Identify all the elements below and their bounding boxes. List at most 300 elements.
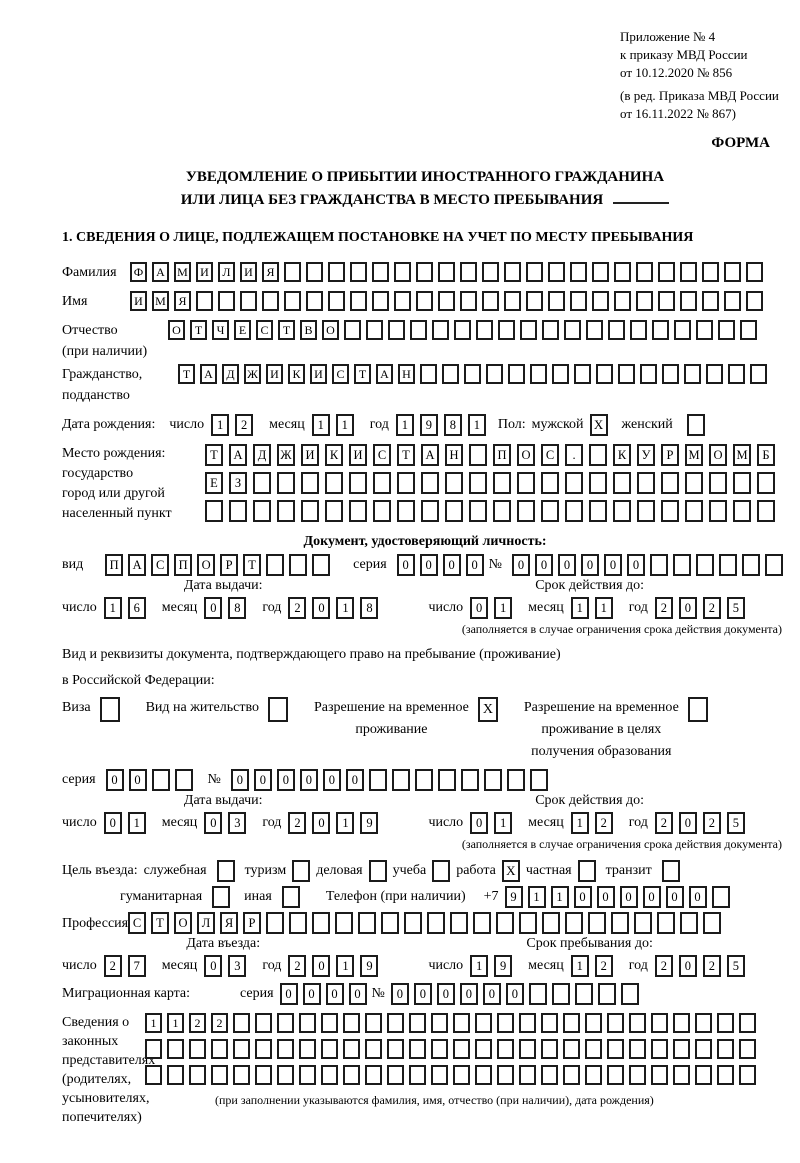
- char-cell[interactable]: 9: [360, 812, 378, 834]
- char-cell[interactable]: 0: [231, 769, 249, 791]
- char-cell[interactable]: [381, 912, 399, 934]
- char-cell[interactable]: 9: [505, 886, 523, 908]
- char-cell[interactable]: Е: [234, 320, 251, 340]
- char-cell[interactable]: [284, 262, 301, 282]
- char-cell[interactable]: [189, 1039, 206, 1059]
- char-cell[interactable]: [453, 1013, 470, 1033]
- char-cell[interactable]: [541, 1065, 558, 1085]
- char-cell[interactable]: [684, 364, 701, 384]
- char-cell[interactable]: [404, 912, 422, 934]
- char-cell[interactable]: [598, 983, 616, 1005]
- char-cell[interactable]: [233, 1039, 250, 1059]
- char-cell[interactable]: [299, 1013, 316, 1033]
- char-cell[interactable]: [438, 262, 455, 282]
- char-cell[interactable]: 1: [571, 812, 589, 834]
- char-cell[interactable]: [196, 291, 213, 311]
- char-cell[interactable]: [526, 291, 543, 311]
- char-cell[interactable]: [233, 1065, 250, 1085]
- char-cell[interactable]: Т: [151, 912, 169, 934]
- char-cell[interactable]: [415, 769, 433, 791]
- char-cell[interactable]: [629, 1065, 646, 1085]
- char-cell[interactable]: И: [349, 444, 367, 466]
- char-cell[interactable]: [563, 1039, 580, 1059]
- char-cell[interactable]: 1: [145, 1013, 162, 1033]
- purpose-humanitarian-checkbox[interactable]: [212, 886, 230, 908]
- char-cell[interactable]: [397, 500, 415, 522]
- char-cell[interactable]: [266, 554, 284, 576]
- char-cell[interactable]: 0: [620, 886, 638, 908]
- male-checkbox[interactable]: X: [590, 414, 608, 436]
- char-cell[interactable]: [240, 291, 257, 311]
- char-cell[interactable]: [702, 262, 719, 282]
- female-checkbox[interactable]: [687, 414, 705, 436]
- char-cell[interactable]: 0: [346, 769, 364, 791]
- char-cell[interactable]: К: [288, 364, 305, 384]
- char-cell[interactable]: 1: [571, 597, 589, 619]
- char-cell[interactable]: И: [266, 364, 283, 384]
- char-cell[interactable]: 2: [655, 812, 673, 834]
- char-cell[interactable]: [673, 1013, 690, 1033]
- char-cell[interactable]: [588, 912, 606, 934]
- char-cell[interactable]: Р: [661, 444, 679, 466]
- char-cell[interactable]: Л: [197, 912, 215, 934]
- char-cell[interactable]: [211, 1039, 228, 1059]
- char-cell[interactable]: [438, 769, 456, 791]
- char-cell[interactable]: [657, 912, 675, 934]
- purpose-study-checkbox[interactable]: [432, 860, 450, 882]
- char-cell[interactable]: [335, 912, 353, 934]
- purpose-private-checkbox[interactable]: [578, 860, 596, 882]
- char-cell[interactable]: [387, 1065, 404, 1085]
- char-cell[interactable]: [621, 983, 639, 1005]
- char-cell[interactable]: 0: [280, 983, 298, 1005]
- char-cell[interactable]: [496, 912, 514, 934]
- char-cell[interactable]: 2: [595, 812, 613, 834]
- char-cell[interactable]: 0: [470, 597, 488, 619]
- char-cell[interactable]: А: [376, 364, 393, 384]
- char-cell[interactable]: [453, 1039, 470, 1059]
- char-cell[interactable]: 0: [506, 983, 524, 1005]
- char-cell[interactable]: М: [733, 444, 751, 466]
- char-cell[interactable]: Н: [445, 444, 463, 466]
- char-cell[interactable]: 0: [129, 769, 147, 791]
- char-cell[interactable]: [629, 1039, 646, 1059]
- char-cell[interactable]: У: [637, 444, 655, 466]
- char-cell[interactable]: [542, 912, 560, 934]
- char-cell[interactable]: Б: [757, 444, 775, 466]
- char-cell[interactable]: [301, 500, 319, 522]
- char-cell[interactable]: [637, 472, 655, 494]
- char-cell[interactable]: [724, 291, 741, 311]
- char-cell[interactable]: [445, 472, 463, 494]
- char-cell[interactable]: 0: [443, 554, 461, 576]
- char-cell[interactable]: [585, 1039, 602, 1059]
- char-cell[interactable]: [387, 1013, 404, 1033]
- char-cell[interactable]: 0: [627, 554, 645, 576]
- char-cell[interactable]: [328, 262, 345, 282]
- char-cell[interactable]: [717, 1039, 734, 1059]
- char-cell[interactable]: [695, 1065, 712, 1085]
- char-cell[interactable]: 0: [414, 983, 432, 1005]
- char-cell[interactable]: 0: [300, 769, 318, 791]
- char-cell[interactable]: [674, 320, 691, 340]
- char-cell[interactable]: 1: [211, 414, 229, 436]
- char-cell[interactable]: [592, 291, 609, 311]
- char-cell[interactable]: [450, 912, 468, 934]
- char-cell[interactable]: 0: [470, 812, 488, 834]
- char-cell[interactable]: [541, 1013, 558, 1033]
- char-cell[interactable]: [651, 1039, 668, 1059]
- char-cell[interactable]: [607, 1039, 624, 1059]
- char-cell[interactable]: [410, 320, 427, 340]
- char-cell[interactable]: [640, 364, 657, 384]
- char-cell[interactable]: [614, 262, 631, 282]
- char-cell[interactable]: 0: [666, 886, 684, 908]
- char-cell[interactable]: З: [229, 472, 247, 494]
- char-cell[interactable]: [277, 1039, 294, 1059]
- char-cell[interactable]: [739, 1065, 756, 1085]
- char-cell[interactable]: [739, 1013, 756, 1033]
- char-cell[interactable]: 1: [571, 955, 589, 977]
- char-cell[interactable]: [421, 500, 439, 522]
- char-cell[interactable]: А: [152, 262, 169, 282]
- char-cell[interactable]: [469, 500, 487, 522]
- char-cell[interactable]: Е: [205, 472, 223, 494]
- char-cell[interactable]: [321, 1013, 338, 1033]
- char-cell[interactable]: [211, 1065, 228, 1085]
- char-cell[interactable]: [366, 320, 383, 340]
- char-cell[interactable]: 0: [204, 597, 222, 619]
- char-cell[interactable]: [312, 912, 330, 934]
- char-cell[interactable]: М: [685, 444, 703, 466]
- char-cell[interactable]: 1: [312, 414, 330, 436]
- char-cell[interactable]: [349, 500, 367, 522]
- char-cell[interactable]: П: [105, 554, 123, 576]
- char-cell[interactable]: [575, 983, 593, 1005]
- char-cell[interactable]: [392, 769, 410, 791]
- char-cell[interactable]: [350, 262, 367, 282]
- char-cell[interactable]: [289, 554, 307, 576]
- char-cell[interactable]: [702, 291, 719, 311]
- char-cell[interactable]: [409, 1039, 426, 1059]
- char-cell[interactable]: 0: [303, 983, 321, 1005]
- char-cell[interactable]: 0: [460, 983, 478, 1005]
- char-cell[interactable]: 0: [312, 955, 330, 977]
- char-cell[interactable]: [565, 500, 583, 522]
- char-cell[interactable]: И: [301, 444, 319, 466]
- char-cell[interactable]: 5: [727, 955, 745, 977]
- char-cell[interactable]: [409, 1065, 426, 1085]
- char-cell[interactable]: [497, 1065, 514, 1085]
- char-cell[interactable]: [658, 291, 675, 311]
- char-cell[interactable]: [372, 291, 389, 311]
- char-cell[interactable]: Т: [278, 320, 295, 340]
- char-cell[interactable]: [504, 291, 521, 311]
- char-cell[interactable]: [661, 500, 679, 522]
- char-cell[interactable]: [349, 472, 367, 494]
- char-cell[interactable]: [306, 262, 323, 282]
- char-cell[interactable]: Я: [174, 291, 191, 311]
- char-cell[interactable]: Т: [178, 364, 195, 384]
- char-cell[interactable]: [685, 472, 703, 494]
- char-cell[interactable]: 2: [703, 955, 721, 977]
- char-cell[interactable]: 9: [494, 955, 512, 977]
- char-cell[interactable]: [445, 500, 463, 522]
- char-cell[interactable]: [454, 320, 471, 340]
- char-cell[interactable]: [394, 262, 411, 282]
- char-cell[interactable]: [696, 320, 713, 340]
- char-cell[interactable]: 0: [397, 554, 415, 576]
- char-cell[interactable]: [565, 912, 583, 934]
- char-cell[interactable]: И: [130, 291, 147, 311]
- char-cell[interactable]: [476, 320, 493, 340]
- char-cell[interactable]: [460, 262, 477, 282]
- char-cell[interactable]: [218, 291, 235, 311]
- char-cell[interactable]: Я: [220, 912, 238, 934]
- char-cell[interactable]: 8: [444, 414, 462, 436]
- char-cell[interactable]: [369, 769, 387, 791]
- char-cell[interactable]: [387, 1039, 404, 1059]
- char-cell[interactable]: [420, 364, 437, 384]
- char-cell[interactable]: [586, 320, 603, 340]
- char-cell[interactable]: [266, 912, 284, 934]
- char-cell[interactable]: 1: [336, 812, 354, 834]
- char-cell[interactable]: Л: [218, 262, 235, 282]
- purpose-official-checkbox[interactable]: [217, 860, 235, 882]
- char-cell[interactable]: [541, 1039, 558, 1059]
- char-cell[interactable]: [145, 1039, 162, 1059]
- char-cell[interactable]: [277, 500, 295, 522]
- char-cell[interactable]: [607, 1013, 624, 1033]
- char-cell[interactable]: К: [325, 444, 343, 466]
- char-cell[interactable]: [497, 1013, 514, 1033]
- char-cell[interactable]: Т: [205, 444, 223, 466]
- char-cell[interactable]: [358, 912, 376, 934]
- char-cell[interactable]: 0: [689, 886, 707, 908]
- char-cell[interactable]: [530, 769, 548, 791]
- char-cell[interactable]: 2: [703, 597, 721, 619]
- char-cell[interactable]: [519, 912, 537, 934]
- char-cell[interactable]: 2: [655, 597, 673, 619]
- char-cell[interactable]: [740, 320, 757, 340]
- char-cell[interactable]: [636, 291, 653, 311]
- char-cell[interactable]: Д: [222, 364, 239, 384]
- char-cell[interactable]: Ч: [212, 320, 229, 340]
- char-cell[interactable]: 0: [312, 812, 330, 834]
- char-cell[interactable]: [299, 1065, 316, 1085]
- char-cell[interactable]: [321, 1039, 338, 1059]
- char-cell[interactable]: [718, 320, 735, 340]
- char-cell[interactable]: 1: [396, 414, 414, 436]
- char-cell[interactable]: [658, 262, 675, 282]
- char-cell[interactable]: [552, 983, 570, 1005]
- char-cell[interactable]: [680, 291, 697, 311]
- char-cell[interactable]: [167, 1039, 184, 1059]
- char-cell[interactable]: [461, 769, 479, 791]
- char-cell[interactable]: 2: [288, 955, 306, 977]
- char-cell[interactable]: [175, 769, 193, 791]
- char-cell[interactable]: 1: [468, 414, 486, 436]
- char-cell[interactable]: 0: [535, 554, 553, 576]
- char-cell[interactable]: [517, 472, 535, 494]
- char-cell[interactable]: 8: [228, 597, 246, 619]
- char-cell[interactable]: 1: [167, 1013, 184, 1033]
- char-cell[interactable]: Ф: [130, 262, 147, 282]
- char-cell[interactable]: О: [197, 554, 215, 576]
- char-cell[interactable]: 2: [655, 955, 673, 977]
- char-cell[interactable]: [614, 291, 631, 311]
- char-cell[interactable]: [765, 554, 783, 576]
- char-cell[interactable]: [542, 320, 559, 340]
- char-cell[interactable]: [289, 912, 307, 934]
- char-cell[interactable]: [497, 1039, 514, 1059]
- char-cell[interactable]: [563, 1065, 580, 1085]
- char-cell[interactable]: [742, 554, 760, 576]
- char-cell[interactable]: [442, 364, 459, 384]
- char-cell[interactable]: [589, 500, 607, 522]
- char-cell[interactable]: [733, 500, 751, 522]
- char-cell[interactable]: 5: [727, 812, 745, 834]
- char-cell[interactable]: [416, 291, 433, 311]
- char-cell[interactable]: [486, 364, 503, 384]
- char-cell[interactable]: [431, 1013, 448, 1033]
- char-cell[interactable]: С: [256, 320, 273, 340]
- char-cell[interactable]: С: [373, 444, 391, 466]
- char-cell[interactable]: 7: [128, 955, 146, 977]
- char-cell[interactable]: О: [322, 320, 339, 340]
- char-cell[interactable]: [277, 1065, 294, 1085]
- char-cell[interactable]: [453, 1065, 470, 1085]
- char-cell[interactable]: [312, 554, 330, 576]
- char-cell[interactable]: Т: [397, 444, 415, 466]
- char-cell[interactable]: 0: [323, 769, 341, 791]
- char-cell[interactable]: 0: [581, 554, 599, 576]
- char-cell[interactable]: [673, 554, 691, 576]
- char-cell[interactable]: 0: [679, 812, 697, 834]
- char-cell[interactable]: [373, 500, 391, 522]
- char-cell[interactable]: [328, 291, 345, 311]
- char-cell[interactable]: С: [128, 912, 146, 934]
- char-cell[interactable]: [695, 1013, 712, 1033]
- temp-permit-edu-checkbox[interactable]: [688, 697, 708, 722]
- char-cell[interactable]: [548, 262, 565, 282]
- char-cell[interactable]: 0: [643, 886, 661, 908]
- char-cell[interactable]: [733, 472, 751, 494]
- char-cell[interactable]: О: [168, 320, 185, 340]
- char-cell[interactable]: В: [300, 320, 317, 340]
- char-cell[interactable]: [585, 1065, 602, 1085]
- char-cell[interactable]: [746, 262, 763, 282]
- char-cell[interactable]: [460, 291, 477, 311]
- purpose-transit-checkbox[interactable]: [662, 860, 680, 882]
- char-cell[interactable]: [397, 472, 415, 494]
- char-cell[interactable]: [717, 1065, 734, 1085]
- purpose-tourism-checkbox[interactable]: [292, 860, 310, 882]
- char-cell[interactable]: [611, 912, 629, 934]
- char-cell[interactable]: [680, 262, 697, 282]
- char-cell[interactable]: [519, 1013, 536, 1033]
- char-cell[interactable]: [589, 472, 607, 494]
- char-cell[interactable]: [607, 1065, 624, 1085]
- char-cell[interactable]: [585, 1013, 602, 1033]
- char-cell[interactable]: [712, 886, 730, 908]
- char-cell[interactable]: [541, 472, 559, 494]
- char-cell[interactable]: 0: [204, 955, 222, 977]
- char-cell[interactable]: 0: [483, 983, 501, 1005]
- char-cell[interactable]: 2: [595, 955, 613, 977]
- char-cell[interactable]: 2: [211, 1013, 228, 1033]
- residence-permit-checkbox[interactable]: [268, 697, 288, 722]
- char-cell[interactable]: [724, 262, 741, 282]
- char-cell[interactable]: [205, 500, 223, 522]
- char-cell[interactable]: И: [310, 364, 327, 384]
- char-cell[interactable]: 1: [494, 597, 512, 619]
- char-cell[interactable]: 5: [727, 597, 745, 619]
- char-cell[interactable]: [757, 472, 775, 494]
- char-cell[interactable]: [673, 1039, 690, 1059]
- char-cell[interactable]: 0: [420, 554, 438, 576]
- char-cell[interactable]: 0: [349, 983, 367, 1005]
- char-cell[interactable]: [696, 554, 714, 576]
- char-cell[interactable]: 2: [288, 597, 306, 619]
- char-cell[interactable]: П: [493, 444, 511, 466]
- char-cell[interactable]: [596, 364, 613, 384]
- char-cell[interactable]: О: [174, 912, 192, 934]
- char-cell[interactable]: [365, 1013, 382, 1033]
- char-cell[interactable]: [473, 912, 491, 934]
- char-cell[interactable]: [482, 291, 499, 311]
- char-cell[interactable]: [613, 500, 631, 522]
- char-cell[interactable]: [706, 364, 723, 384]
- char-cell[interactable]: [373, 472, 391, 494]
- char-cell[interactable]: [255, 1013, 272, 1033]
- char-cell[interactable]: [464, 364, 481, 384]
- char-cell[interactable]: [388, 320, 405, 340]
- char-cell[interactable]: 0: [254, 769, 272, 791]
- char-cell[interactable]: [504, 262, 521, 282]
- char-cell[interactable]: 0: [558, 554, 576, 576]
- char-cell[interactable]: М: [152, 291, 169, 311]
- char-cell[interactable]: [618, 364, 635, 384]
- char-cell[interactable]: [409, 1013, 426, 1033]
- char-cell[interactable]: 0: [512, 554, 530, 576]
- char-cell[interactable]: [508, 364, 525, 384]
- char-cell[interactable]: [637, 500, 655, 522]
- char-cell[interactable]: 1: [104, 597, 122, 619]
- char-cell[interactable]: 1: [595, 597, 613, 619]
- char-cell[interactable]: [719, 554, 737, 576]
- char-cell[interactable]: 0: [466, 554, 484, 576]
- char-cell[interactable]: [475, 1013, 492, 1033]
- char-cell[interactable]: 0: [104, 812, 122, 834]
- char-cell[interactable]: [680, 912, 698, 934]
- char-cell[interactable]: [229, 500, 247, 522]
- char-cell[interactable]: [189, 1065, 206, 1085]
- char-cell[interactable]: [651, 1013, 668, 1033]
- char-cell[interactable]: [507, 769, 525, 791]
- char-cell[interactable]: 0: [679, 597, 697, 619]
- char-cell[interactable]: [438, 291, 455, 311]
- char-cell[interactable]: И: [240, 262, 257, 282]
- char-cell[interactable]: [541, 500, 559, 522]
- char-cell[interactable]: 1: [528, 886, 546, 908]
- char-cell[interactable]: [589, 444, 607, 466]
- char-cell[interactable]: [498, 320, 515, 340]
- char-cell[interactable]: [431, 1039, 448, 1059]
- char-cell[interactable]: К: [613, 444, 631, 466]
- char-cell[interactable]: 0: [437, 983, 455, 1005]
- char-cell[interactable]: И: [196, 262, 213, 282]
